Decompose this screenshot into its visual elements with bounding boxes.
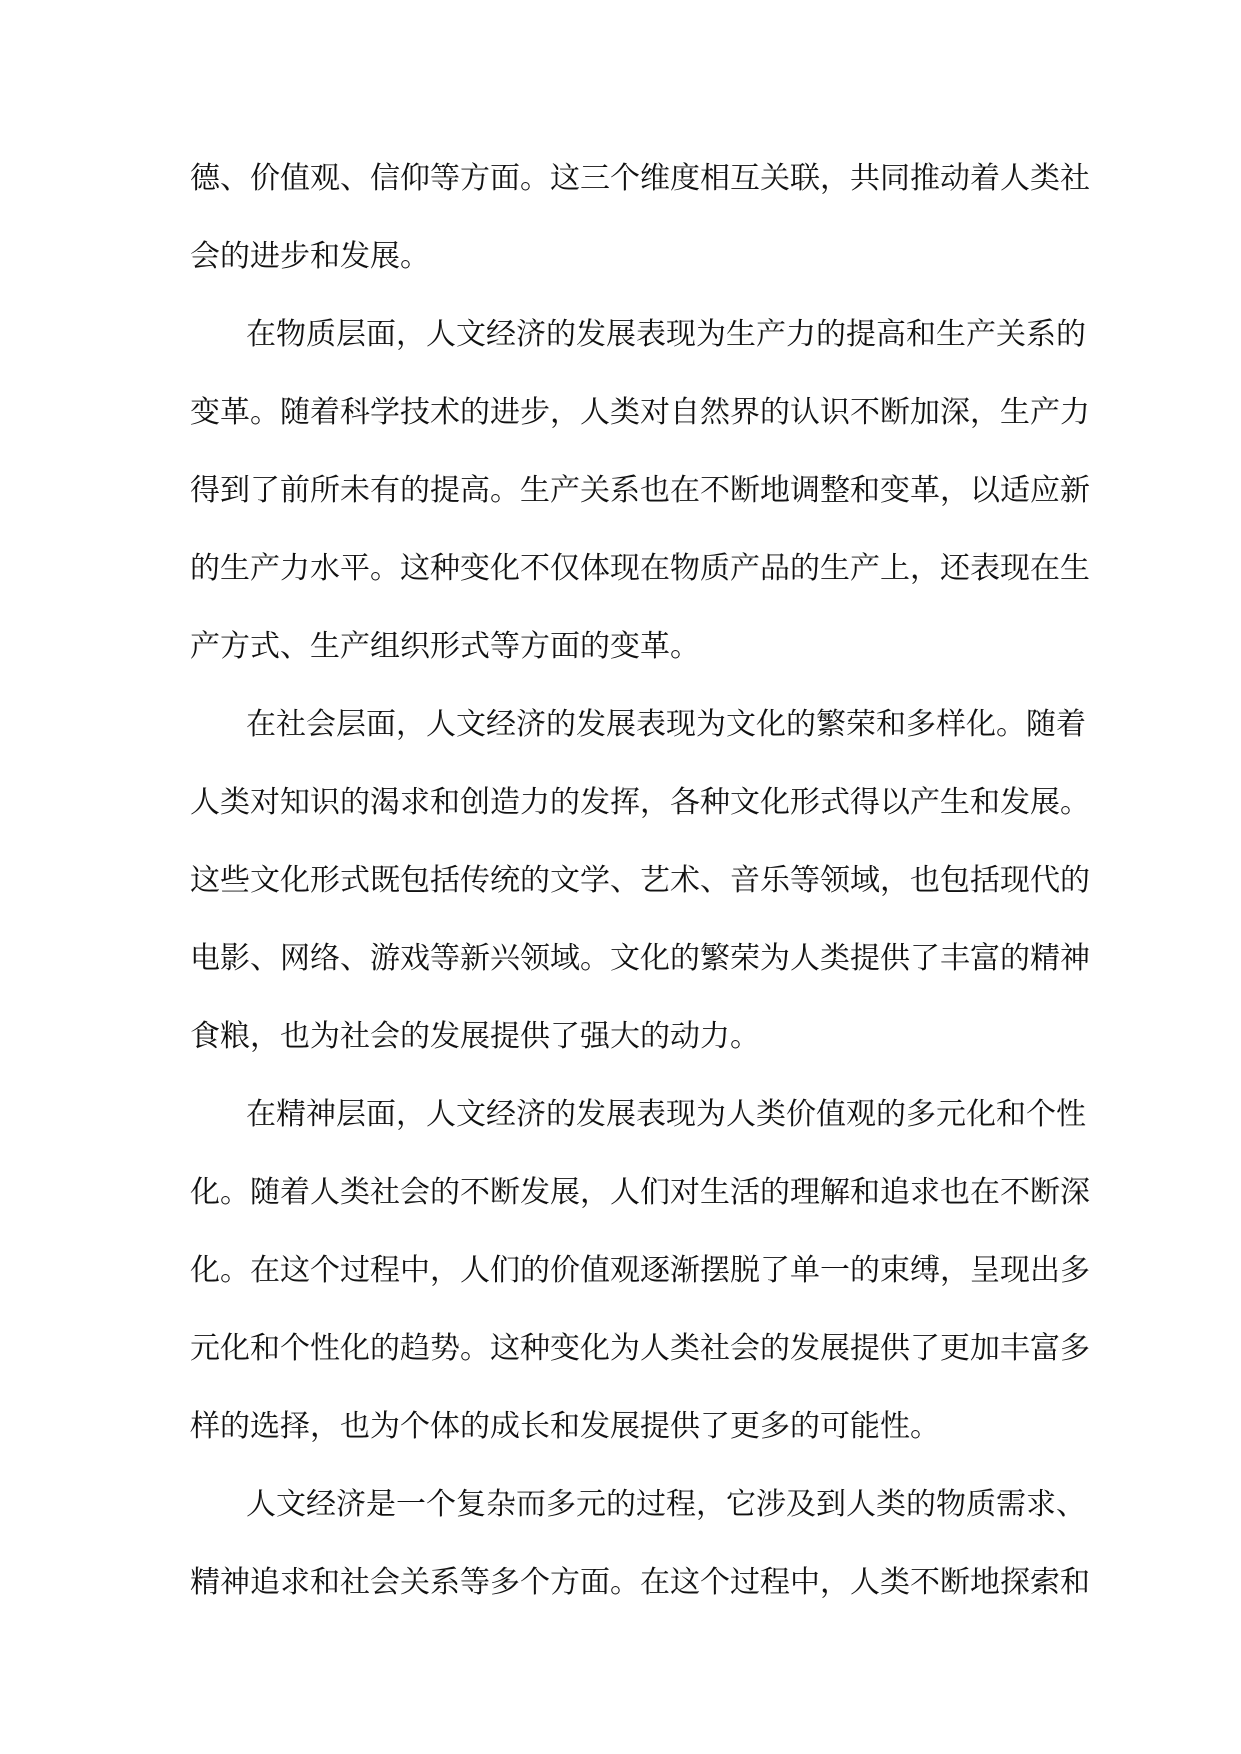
- paragraph-first-line: 人文经济是一个复杂而多元的过程，它涉及到人类的物质需求、: [246, 1487, 1086, 1522]
- text-line: 德、价值观、信仰等方面。这三个维度相互关联，共同推动着人类社: [190, 161, 1090, 196]
- text-line: 的生产力水平。这种变化不仅体现在物质产品的生产上，还表现在生: [190, 551, 1090, 586]
- body-text: [190, 140, 1090, 1622]
- text-line: 元化和个性化的趋势。这种变化为人类社会的发展提供了更加丰富多: [190, 1331, 1090, 1366]
- text-line: 人类对知识的渴求和创造力的发挥，各种文化形式得以产生和发展。: [190, 785, 1090, 820]
- text-line: 食粮，也为社会的发展提供了强大的动力。: [190, 1019, 760, 1054]
- text-line: 这些文化形式既包括传统的文学、艺术、音乐等领域，也包括现代的: [190, 863, 1090, 898]
- paragraph-first-line: 在精神层面，人文经济的发展表现为人类价值观的多元化和个性: [246, 1097, 1086, 1132]
- text-line: 精神追求和社会关系等多个方面。在这个过程中，人类不断地探索和: [190, 1565, 1090, 1600]
- text-line: 化。随着人类社会的不断发展，人们对生活的理解和追求也在不断深: [190, 1175, 1090, 1210]
- paragraph-first-line: 在物质层面，人文经济的发展表现为生产力的提高和生产关系的: [246, 317, 1086, 352]
- text-line: 化。在这个过程中，人们的价值观逐渐摆脱了单一的束缚，呈现出多: [190, 1253, 1090, 1288]
- text-line: 电影、网络、游戏等新兴领域。文化的繁荣为人类提供了丰富的精神: [190, 941, 1090, 976]
- text-line: 会的进步和发展。: [190, 239, 430, 274]
- paragraph-first-line: 在社会层面，人文经济的发展表现为文化的繁荣和多样化。随着: [246, 707, 1086, 742]
- text-line: 变革。随着科学技术的进步，人类对自然界的认识不断加深，生产力: [190, 395, 1090, 430]
- text-line: 得到了前所未有的提高。生产关系也在不断地调整和变革，以适应新: [190, 473, 1090, 508]
- text-line: 样的选择，也为个体的成长和发展提供了更多的可能性。: [190, 1409, 940, 1444]
- text-line: 产方式、生产组织形式等方面的变革。: [190, 629, 700, 664]
